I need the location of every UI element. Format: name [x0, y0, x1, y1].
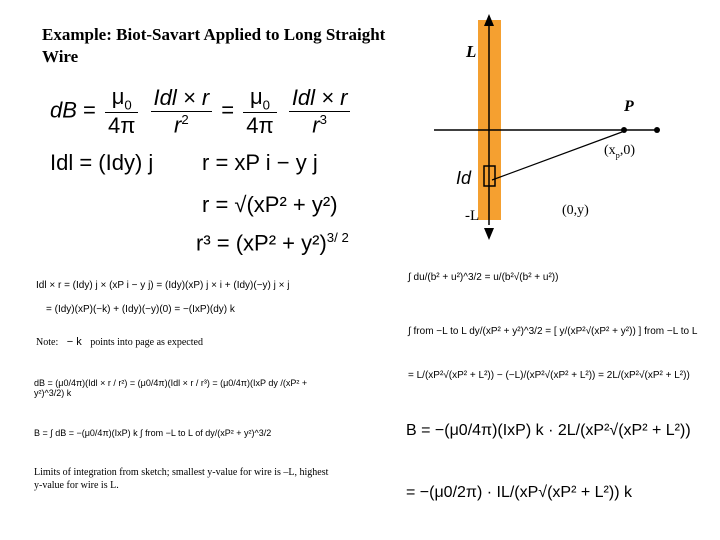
note-line: Note: − k points into page as expected [36, 336, 203, 348]
integral-difference: = L/(xP²√(xP² + L²)) − (−L)/(xP²√(xP² + L²)) = 2L/(xP²√(xP² + L²)) [408, 370, 690, 381]
label-xp0: $(x_p,0)$ [604, 143, 636, 160]
limits-text: Limits of integration from sketch; smallest y-value for wire is –L, highest y-value for wire is L. [34, 467, 329, 491]
equation-r-cubed: $r^3 = (xP^2 + y^2)^{3/ 2}$ [196, 230, 349, 256]
db-expression: dB = (μ0/4π)(Idl × r / r²) = (μ0/4π)(Idl × r / r³) = (μ0/4π)(IxP dy /(xP² + y²)^3/2) k [34, 378, 308, 398]
label-l: L [466, 42, 477, 61]
r-vector-line [492, 132, 622, 180]
label-neg-l: -L [465, 208, 480, 224]
wire-arrow-top [484, 14, 494, 26]
axis-end-dot [654, 127, 660, 133]
equation-r-vector: r = xP i − y j [202, 150, 318, 175]
integral-evaluation: ∫ from −L to L dy/(xP² + y²)^3/2 = [ y/(xP²√(xP² + y²)) ] from −L to L [408, 326, 698, 337]
b-integral-expression: B = ∫ dB = −(μ0/4π)(IxP) k ∫ from −L to L of dy/(xP² + y²)^3/2 [34, 428, 272, 438]
equation-idl: Idl = (Idy) j [50, 150, 154, 175]
cross-product-line1: Idl × r = (Idy) j × (xP i − y j) = (Idy)(xP) j × i + (Idy)(−y) j × j [36, 280, 290, 291]
b-final: = −(μ0/2π) · IL/(xP√(xP² + L²)) k [406, 484, 632, 501]
label-p: P [624, 98, 634, 115]
label-idl: Id [456, 168, 472, 188]
equation-db: dB = $\frac{\mu_0}{4\pi}$ $\frac{\text{Idl × r}}{r^2}$ = $\frac{\mu_0}{4\pi}$ $\frac{\text{Idl × r}}{r^3}$ [50, 84, 353, 139]
integral-formula: ∫ du/(b² + u²)^3/2 = u/(b²√(b² + u²)) [408, 272, 559, 283]
wire-arrow-bottom [484, 228, 494, 240]
cross-product-line2: = (Idy)(xP)(−k) + (Idy)(−y)(0) = −(IxP)(dy) k [46, 304, 235, 315]
equation-r-mag: r = √(xP² + y²) [202, 192, 338, 217]
label-0y: (0,y) [562, 203, 589, 218]
b-result: B = −(μ0/4π)(IxP) k · 2L/(xP²√(xP² + L²)) [406, 422, 691, 439]
slide-title: Example: Biot-Savart Applied to Long Straight Wire [42, 25, 386, 66]
